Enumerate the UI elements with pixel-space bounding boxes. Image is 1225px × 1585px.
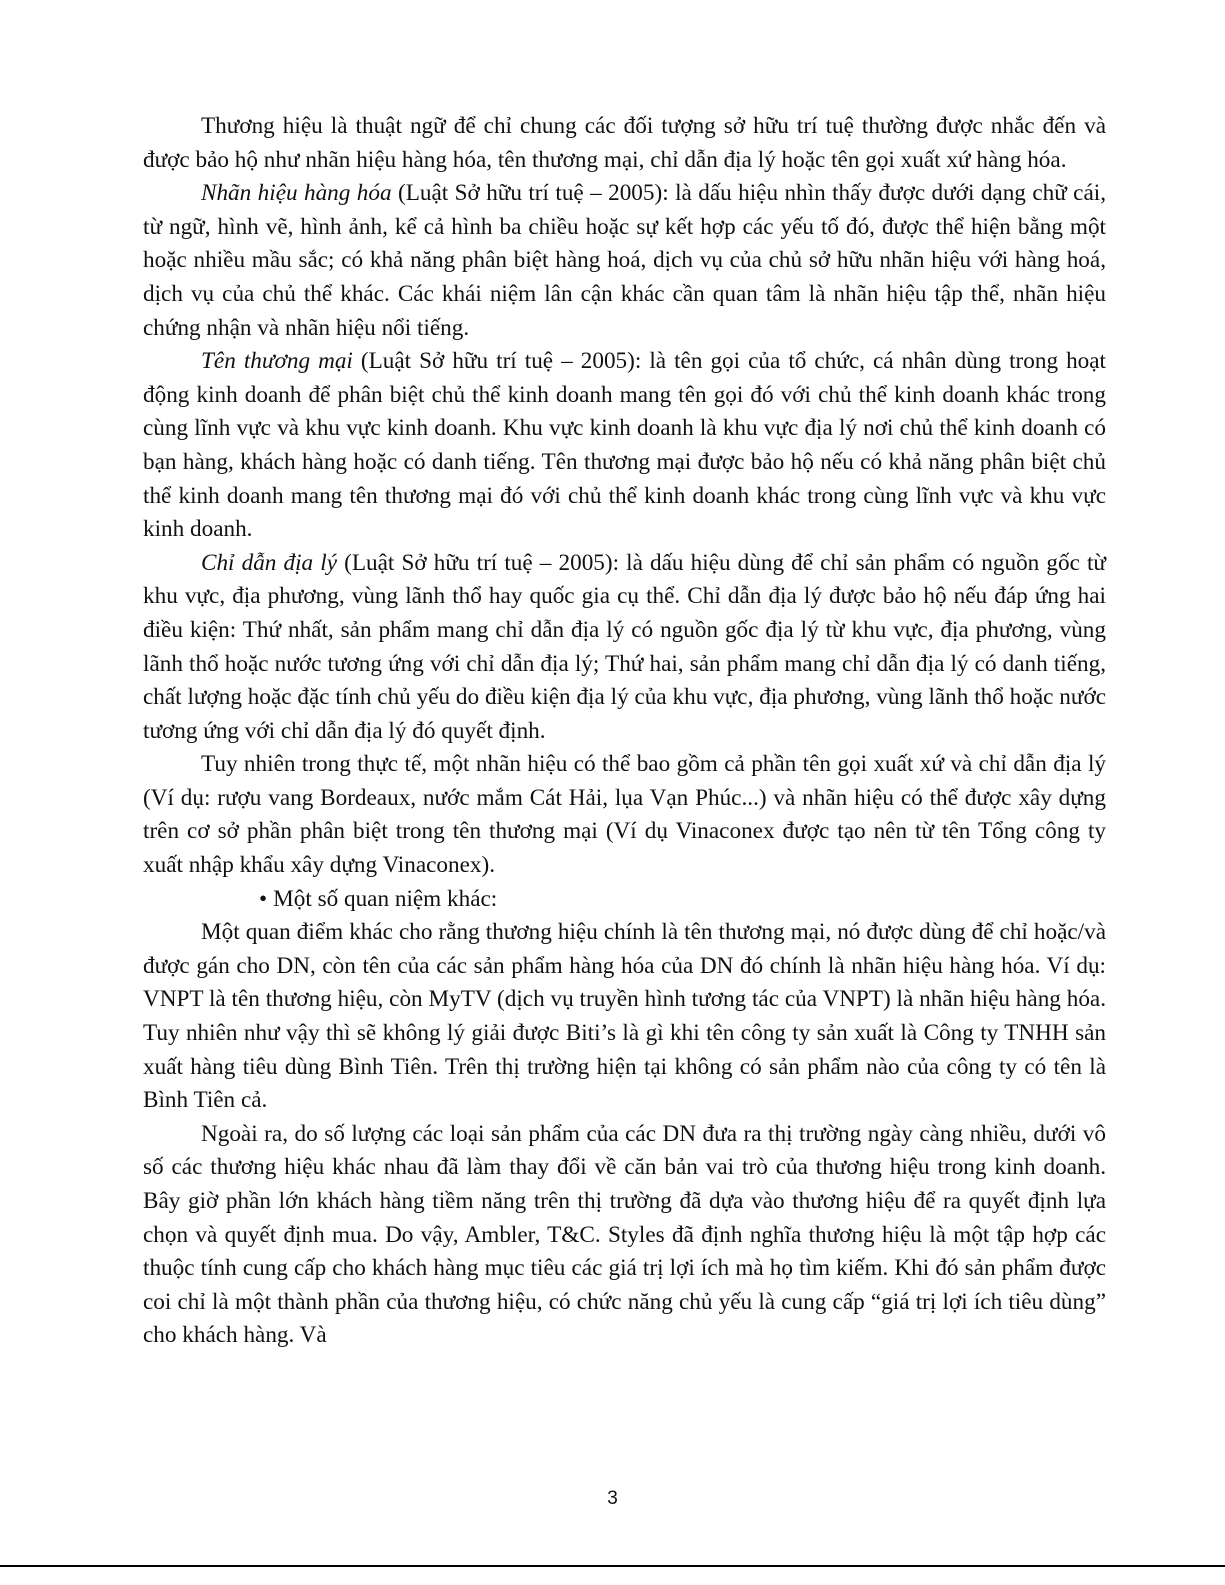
term-trade-name: Tên thương mại	[201, 348, 353, 375]
page-number: 3	[607, 1488, 618, 1509]
trade-name-definition: (Luật Sở hữu trí tuệ – 2005): là tên gọi của tổ chức, cá nhân dùng trong hoạt động kinh doanh để phân biệt chủ thể kinh doanh mang tên gọi đó với chủ thể kinh doanh khác trong cùng lĩnh vực và khu vực kinh doanh. Khu vực kinh doanh là khu vực địa lý nơi chủ thể kinh doanh có bạn hàng, khách hàng hoặc có danh tiếng. Tên thương mại được bảo hộ nếu có khả năng phân biệt chủ thể kinh doanh mang tên thương mại đó với chủ thể kinh doanh khác trong cùng lĩnh vực và khu vực kinh doanh.	[143, 348, 1106, 543]
bottom-border	[0, 1565, 1225, 1567]
paragraph-ambler-styles: Ngoài ra, do số lượng các loại sản phẩm của các DN đưa ra thị trường ngày càng nhiều, dưới vô số các thương hiệu khác nhau đã làm thay đổi về căn bản vai trò của thương hiệu trong kinh doanh. Bây giờ phần lớn khách hàng tiềm năng trên thị trường đã dựa vào thương hiệu để ra quyết định lựa chọn và quyết định mua. Do vậy, Ambler, T&C. Styles đã định nghĩa thương hiệu là một tập hợp các thuộc tính cung cấp cho khách hàng mục tiêu các giá trị lợi ích mà họ tìm kiếm. Khi đó sản phẩm được coi chỉ là một thành phần của thương hiệu, có chức năng chủ yếu là cung cấp “giá trị lợi ích tiêu dùng” cho khách hàng. Và	[143, 1120, 1106, 1349]
bullet-text: Một số quan niệm khác:	[273, 885, 498, 912]
document-body	[143, 110, 1106, 1353]
geographical-indication-definition: (Luật Sở hữu trí tuệ – 2005): là dấu hiệu dùng để chỉ sản phẩm có nguồn gốc từ khu vực, địa phương, vùng lãnh thổ hay quốc gia cụ thể. Chỉ dẫn địa lý được bảo hộ nếu đáp ứng hai điều kiện: Thứ nhất, sản phẩm mang chỉ dẫn địa lý có nguồn gốc địa lý từ khu vực, địa phương, vùng lãnh thổ hoặc nước tương ứng với chỉ dẫn địa lý; Thứ hai, sản phẩm mang chỉ dẫn địa lý có danh tiếng, chất lượng hoặc đặc tính chủ yếu do điều kiện địa lý của khu vực, địa phương, vùng lãnh thổ hoặc nước tương ứng với chỉ dẫn địa lý đó quyết định.	[143, 549, 1106, 744]
bullet-other-views	[143, 883, 1106, 917]
term-trademark: Nhãn hiệu hàng hóa	[201, 180, 392, 207]
term-geographical-indication: Chỉ dẫn địa lý	[201, 549, 338, 576]
paragraph-practice-note: Tuy nhiên trong thực tế, một nhãn hiệu có thể bao gồm cả phần tên gọi xuất xứ và chỉ dẫn địa lý (Ví dụ: rượu vang Bordeaux, nước mắm Cát Hải, lụa Vạn Phúc...) và nhãn hiệu có thể được xây dựng trên cơ sở phần phân biệt trong tên thương mại (Ví dụ Vinaconex được tạo nên từ tên Tổng công ty xuất nhập khẩu xây dựng Vinaconex).	[143, 751, 1106, 879]
paragraph-trade-name	[143, 345, 1106, 547]
paragraph-geographical-indication	[143, 547, 1106, 749]
paragraph-other-view: Một quan điểm khác cho rằng thương hiệu chính là tên thương mại, nó được dùng để chỉ hoặc/và được gán cho DN, còn tên của các sản phẩm hàng hóa của DN đó chính là nhãn hiệu hàng hóa. Ví dụ: VNPT là tên thương hiệu, còn MyTV (dịch vụ truyền hình tương tác của VNPT) là nhãn hiệu hàng hóa. Tuy nhiên như vậy thì sẽ không lý giải được Biti’s là gì khi tên công ty sản xuất là Công ty TNHH sản xuất hàng tiêu dùng Bình Tiên. Trên thị trường hiện tại không có sản phẩm nào của công ty có tên là Bình Tiên cả.	[143, 919, 1106, 1114]
trademark-definition: (Luật Sở hữu trí tuệ – 2005): là dấu hiệu nhìn thấy được dưới dạng chữ cái, từ ngữ, hình vẽ, hình ảnh, kể cả hình ba chiều hoặc sự kết hợp các yếu tố đó, được thể hiện bằng một hoặc nhiều mầu sắc; có khả năng phân biệt hàng hoá, dịch vụ của chủ sở hữu nhãn hiệu với hàng hoá, dịch vụ của chủ thể khác. Các khái niệm lân cận khác cần quan tâm là nhãn hiệu tập thể, nhãn hiệu chứng nhận và nhãn hiệu nổi tiếng.	[143, 180, 1107, 341]
paragraph-brand-definition: Thương hiệu là thuật ngữ để chỉ chung các đối tượng sở hữu trí tuệ thường được nhắc đến và được bảo hộ như nhãn hiệu hàng hóa, tên thương mại, chỉ dẫn địa lý hoặc tên gọi xuất xứ hàng hóa.	[143, 113, 1106, 173]
paragraph-trademark	[143, 177, 1106, 345]
bullet-icon: •	[259, 885, 268, 912]
